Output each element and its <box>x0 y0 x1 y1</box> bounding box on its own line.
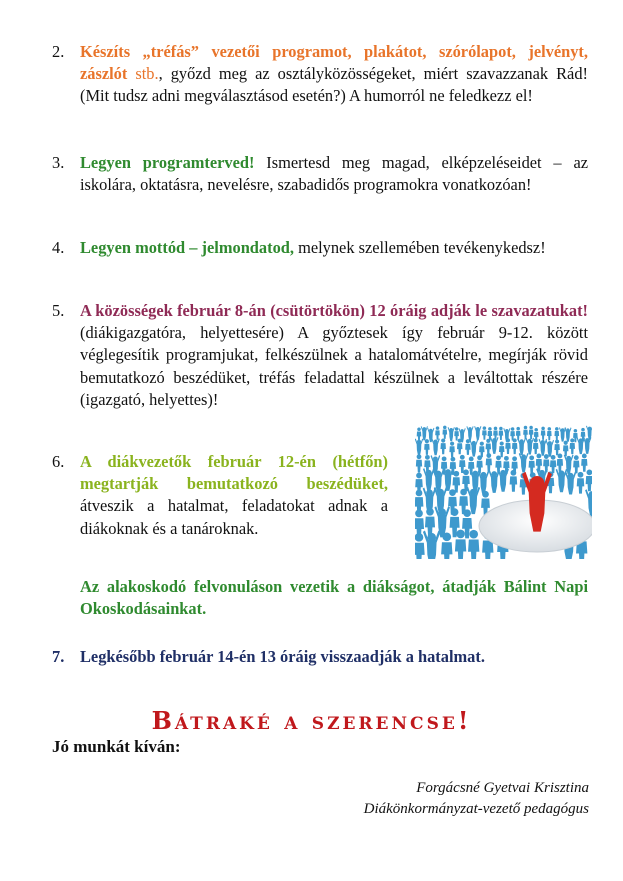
item-text: átveszik a hatalmat, feladatokat adnak a diákoknak és a tanároknak. <box>80 496 388 538</box>
item-text: (diákigazgatóra, helyettesére) A győztesek így február 9-12. között véglegesítik programjukat, felkészülnek a hatalomátvételre, megírják rövid bemutatkozó beszédüket, tréfás feladattal készülnek a leváltottak részére (igazgató, helyettes)! <box>80 323 588 409</box>
item-lead: Legyen mottód – jelmondatod, <box>80 238 294 257</box>
list-item-5 <box>52 300 588 411</box>
item-lead: Legyen programterved! <box>80 153 255 172</box>
item-number: 3. <box>52 153 65 172</box>
list-item-4 <box>52 237 588 259</box>
item-number: 2. <box>52 42 65 61</box>
item-6-note: Az alakoskodó felvonuláson vezetik a diákságot, átadják Bálint Napi Okoskodásainkat. <box>80 577 588 619</box>
list-item-2 <box>52 41 588 108</box>
item-text: melynek szellemében tevékenykedsz! <box>293 238 546 257</box>
item-lead: Készíts „tréfás” vezetői programot, plakátot, szórólapot, jelvényt, zászlót <box>80 42 588 84</box>
item-text: Ismertesd meg magad, elképzeléseidet – az iskolára, oktatásra, nevelésre, szabadidős programokra vonatkozóan! <box>80 153 589 195</box>
item-lead: Legkésőbb február 14-én 13 óráig visszaadják a hatalmat. <box>80 647 485 666</box>
list-item-6 <box>52 451 388 540</box>
item-number: 6. <box>52 452 65 471</box>
item-stb: stb. <box>135 64 159 84</box>
closing-line: Jó munkát kíván: <box>52 737 181 756</box>
signature-role: Diákönkormányzat-vezető pedagógus <box>363 801 589 817</box>
item-number: 7. <box>52 647 65 666</box>
list-item-3 <box>52 152 588 196</box>
item-number: 5. <box>52 301 65 320</box>
signature-name: Forgácsné Gyetvai Krisztina <box>416 780 589 796</box>
list-item-7 <box>52 646 588 668</box>
item-text: , győzd meg az osztályközösségeket, miért szavazzanak Rád! (Mit tudsz adni megválasztásod esetén?) A humorról ne feledkezz el! <box>80 64 588 106</box>
crowd-leader-illustration <box>415 418 592 559</box>
slogan-heading: Bátraké a szerencse! <box>151 706 472 735</box>
item-lead: A diákvezetők február 12-én (hétfőn) megtartják bemutatkozó beszédüket, <box>80 452 388 494</box>
item-lead: A közösségek február 8-án (csütörtökön) 12 óráig adják le szavazatukat! <box>80 301 588 320</box>
item-number: 4. <box>52 238 65 257</box>
